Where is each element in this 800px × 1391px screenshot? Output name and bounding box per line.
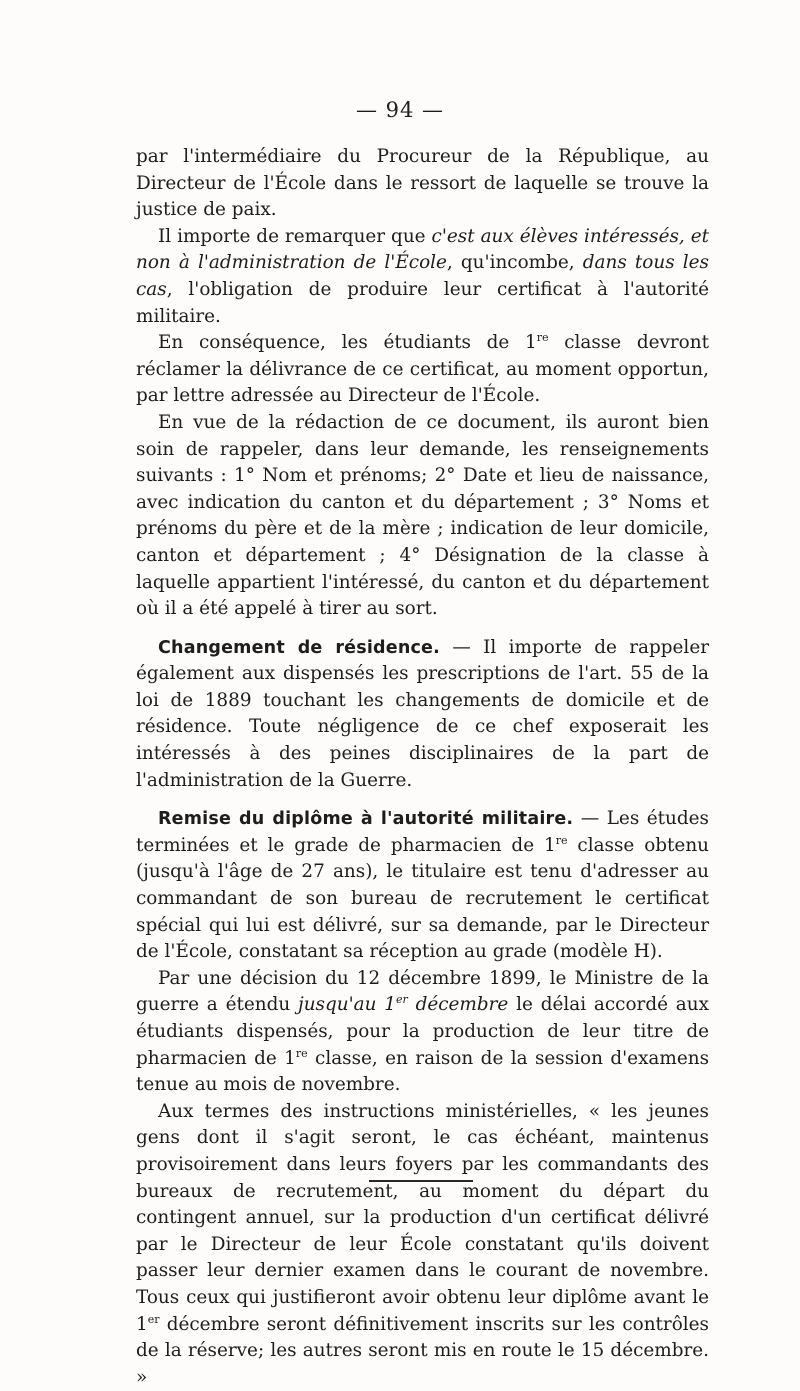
paragraph-1: par l'intermédiaire du Procureur de la République, au Directeur de l'École dans le ressort de laquelle se trouve la justice de paix.: [136, 146, 709, 221]
section-heading-residence: Changement de résidence.: [158, 637, 440, 658]
section-heading-diploma: Remise du diplôme à l'autorité militaire.: [158, 809, 574, 830]
paragraph-instructions: Aux termes des instructions ministérielles, « les jeunes gens dont il s'agit seront, le cas échéant, maintenus provisoirement dans leurs foyers par les commandants des bureaux de recrutement, au moment du départ du contingent annuel, sur la production d'un certificat délivré par le Directeur de leur École constatant qu'ils doivent passer leur dernier examen dans le courant de novembre. Tous ceux qui justifieront avoir obtenu leur diplôme avant le 1er décembre seront définitivement inscrits sur les contrôles de la réserve; les autres seront mis en route le 15 décembre. »: [136, 1100, 709, 1388]
body-text: [136, 144, 709, 1391]
paragraph-change-residence: Changement de résidence. — Il importe de rappeler également aux dispensés les prescriptions de l'art. 55 de la loi de 1889 touchant les changements de domicile et de résidence. Toute négligence de ce chef exposerait les intéressés à des peines disciplinaires de la part de l'administration de la Guerre.: [136, 636, 709, 791]
paragraph-2: Il importe de remarquer que c'est aux élèves intéressés, et non à l'administration de l'École, qu'incombe, dans tous les cas, l'obligation de produire leur certificat à l'autorité militaire.: [136, 225, 709, 327]
paragraph-decision: Par une décision du 12 décembre 1899, le Ministre de la guerre a étendu jusqu'au 1er décembre le délai accordé aux étudiants dispensés, pour la production de leur titre de pharmacien de 1re classe, en raison de la session d'examens tenue au mois de novembre.: [136, 967, 710, 1096]
paragraph-4: En vue de la rédaction de ce document, ils auront bien soin de rappeler, dans leur demande, les renseignements suivants : 1° Nom et prénoms; 2° Date et lieu de naissance, avec indication du canton et du département ; 3° Noms et prénoms du père et de la mère ; indication de leur domicile, canton et département ; 4° Désignation de la classe à laquelle appartient l'intéressé, du canton et du département où il a été appelé à tirer au sort.: [136, 411, 709, 620]
paragraph-3: En conséquence, les étudiants de 1re classe devront réclamer la délivrance de ce certificat, au moment opportun, par lettre adressée au Directeur de l'École.: [136, 331, 709, 407]
page-number: — 94 —: [355, 98, 445, 122]
paragraph-diploma: Remise du diplôme à l'autorité militaire. — Les études terminées et le grade de pharmacien de 1re classe obtenu (jusqu'à l'âge de 27 ans), le titulaire est tenu d'adresser au commandant de son bureau de recrutement le certificat spécial qui lui est délivré, sur sa demande, par le Directeur de l'École, constatant sa réception au grade (modèle H).: [136, 808, 710, 963]
end-rule: [369, 1180, 473, 1182]
